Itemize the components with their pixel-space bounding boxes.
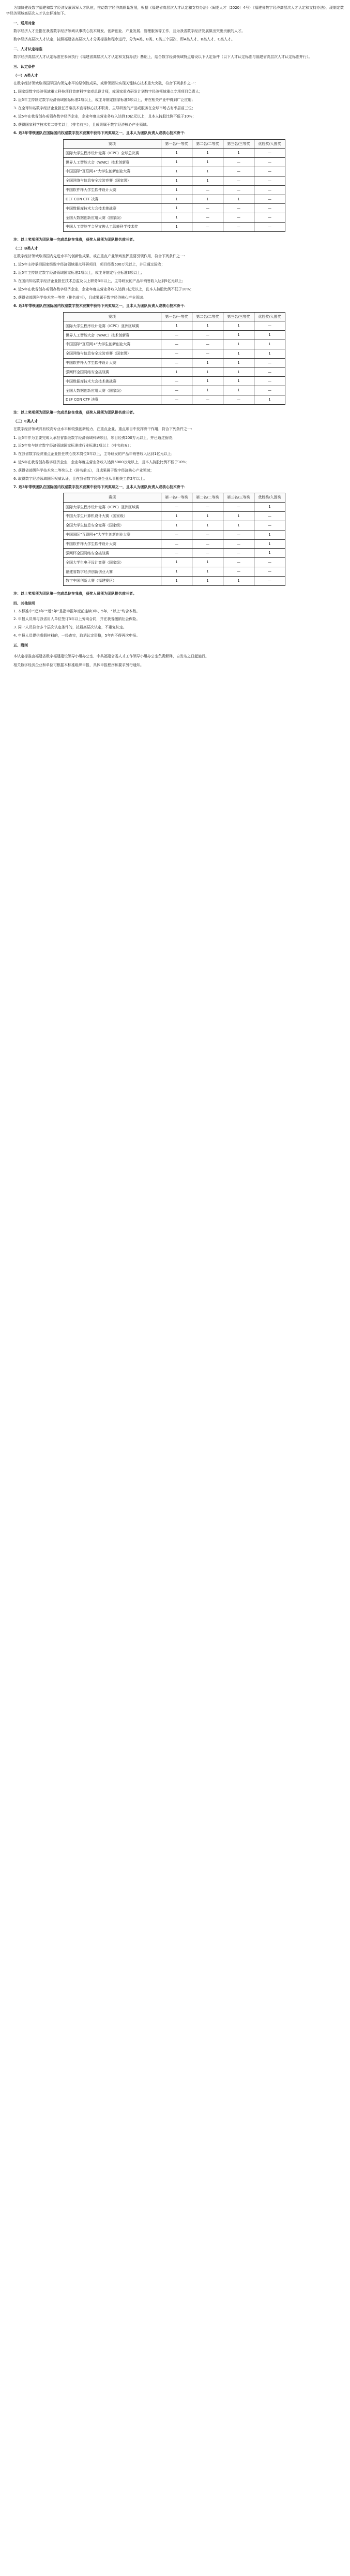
cell: 1 bbox=[223, 358, 254, 367]
cell: — bbox=[161, 549, 192, 558]
condition-item: 4. 近5年在我省创办或领办数字经济企业，企业年度主营业务收入达到10亿元以上，且本人持股比例不低于10%； bbox=[13, 114, 196, 119]
cell: 1 bbox=[161, 577, 192, 586]
table-row bbox=[64, 539, 285, 549]
cell: 1 bbox=[192, 358, 223, 367]
cell: — bbox=[161, 530, 192, 539]
table-row bbox=[64, 331, 285, 340]
cell-name: 强网杯全国网络安全挑战赛 bbox=[64, 549, 161, 558]
cell: — bbox=[192, 549, 223, 558]
table-row bbox=[64, 158, 285, 167]
cell: 1 bbox=[223, 340, 254, 349]
paragraph: 本认定标准由福建省数字福建建设领导小组办公室、中共福建省委人才工作领导小组办公室负责解释，自发布之日起施行。 bbox=[13, 654, 209, 658]
cell: 1 bbox=[192, 521, 223, 530]
cell: — bbox=[192, 185, 223, 195]
header-cell: 第一名/一等奖 bbox=[161, 139, 192, 149]
cell-name: 国际大学生程序设计竞赛（ICPC）亚洲区域赛 bbox=[64, 321, 161, 331]
cell-name: 强网杯全国网络安全挑战赛 bbox=[64, 367, 161, 377]
cell: — bbox=[161, 358, 192, 367]
condition-item: 4. 近5年在我省创办或领办数字经济企业，企业年度主营业务收入达到3亿元以上，且本人持股比例不低于10%； bbox=[13, 287, 194, 291]
condition-item: 2. 近5年主持制定数字经济领域国际标准2项以上，或主导制定国家标准5项以上，并在相关产业中得到广泛应用； bbox=[13, 98, 195, 102]
table-row bbox=[64, 521, 285, 530]
condition-item: 4. 近5年在我省创办数字经济企业，企业年度主营业务收入达到5000万元以上，且本人持股比例不低于10%； bbox=[13, 460, 190, 465]
table-row bbox=[64, 213, 285, 223]
cell: 1 bbox=[192, 367, 223, 377]
award-intro: 6. 近3年带领团队在国际国内权威数字技术竞赛中获得下列奖项之一，且本人为团队负责人或核心技术骨干： bbox=[13, 130, 188, 135]
header-cell: 第三名/三等奖 bbox=[223, 139, 254, 149]
cell: — bbox=[254, 158, 285, 167]
cell: 1 bbox=[161, 149, 192, 158]
table-header-row bbox=[64, 493, 285, 503]
cell: — bbox=[223, 549, 254, 558]
cell-name: 世界人工智能大会（WAIC）技术创新赛 bbox=[64, 331, 161, 340]
cell-name: 全国大数据创新应用大赛（国家级） bbox=[64, 386, 161, 395]
cell: — bbox=[192, 539, 223, 549]
cell: 1 bbox=[161, 158, 192, 167]
cell: 1 bbox=[254, 503, 285, 512]
cell: 1 bbox=[254, 340, 285, 349]
cell: 1 bbox=[192, 377, 223, 386]
section-title: 三、认定条件 bbox=[13, 64, 35, 69]
cell: 1 bbox=[192, 558, 223, 567]
cell-name: 中国软件杯大学生软件设计大赛 bbox=[64, 358, 161, 367]
cell: 1 bbox=[161, 204, 192, 213]
cell: 1 bbox=[161, 176, 192, 185]
cell: 1 bbox=[223, 512, 254, 521]
cell: 1 bbox=[161, 512, 192, 521]
cell: 1 bbox=[254, 539, 285, 549]
cell: 1 bbox=[161, 213, 192, 223]
cell: — bbox=[254, 185, 285, 195]
cell: — bbox=[223, 176, 254, 185]
cell-name: 中国数据库技术大会技术挑战赛 bbox=[64, 204, 161, 213]
paragraph: 在数字经济领域取得国内先进水平的创新性成果，或在重点产业领域发挥重要引领作用，符合下列条件之一： bbox=[13, 254, 187, 258]
header-cell: 第二名/二等奖 bbox=[192, 493, 223, 503]
paragraph: 4. 申报人员提供虚假材料的，一经查实，取消认定资格，5年内不得再次申报。 bbox=[13, 634, 140, 638]
table-row bbox=[64, 176, 285, 185]
cell: 1 bbox=[192, 567, 223, 577]
award-table-b bbox=[63, 312, 285, 405]
cell: — bbox=[254, 386, 285, 395]
cell: — bbox=[223, 530, 254, 539]
cell: — bbox=[161, 331, 192, 340]
cell: — bbox=[223, 539, 254, 549]
cell: — bbox=[223, 558, 254, 567]
table-row bbox=[64, 167, 285, 176]
cell: 1 bbox=[223, 195, 254, 204]
cell: 1 bbox=[161, 321, 192, 331]
cell: — bbox=[254, 512, 285, 521]
paragraph: 1. 本标准中“近3年”“近5年”是指申报年度前连续3年、5年，“以上”均含本数。 bbox=[13, 609, 140, 613]
condition-item: 2. 近5年主持制定数字经济领域国家标准2项以上，或主导制定行业标准3项以上； bbox=[13, 271, 145, 275]
cell-name: 全国大数据创新应用大赛（国家级） bbox=[64, 213, 161, 223]
cell: — bbox=[254, 358, 285, 367]
table-row bbox=[64, 195, 285, 204]
cell: — bbox=[161, 349, 192, 358]
award-intro: 7. 近3年带领团队在国际国内权威数字技术竞赛中获得下列奖项之一，且本人为团队负责人或核心技术骨干： bbox=[13, 484, 188, 489]
cell: 1 bbox=[223, 349, 254, 358]
cell: — bbox=[254, 377, 285, 386]
table-row bbox=[64, 577, 285, 586]
condition-item: 5. 获得国家科学技术奖二等奖以上（排名前三），且成果属于数字经济核心产业领域。 bbox=[13, 122, 150, 127]
cell: 1 bbox=[223, 386, 254, 395]
cell: — bbox=[192, 204, 223, 213]
table-row bbox=[64, 349, 285, 358]
cell: 1 bbox=[192, 176, 223, 185]
table-row bbox=[64, 149, 285, 158]
header-cell: 第二名/二等奖 bbox=[192, 139, 223, 149]
condition-item: 1. 国家级数字经济领域重大科技项目首席科学家或总设计师，或国家重点研发计划数字经济领域重点专项项目负责人； bbox=[13, 90, 203, 94]
cell-name: DEF CON CTF 决赛 bbox=[64, 195, 161, 204]
table-note: 注：以上奖项须为团队第一完成单位在我省，获奖人员须为团队排名前三者。 bbox=[13, 410, 136, 415]
subsection-title: （三）C类人才 bbox=[13, 419, 38, 423]
section-title: 二、人才认定标准 bbox=[13, 47, 42, 52]
cell: — bbox=[223, 204, 254, 213]
cell-name: 中国人工智能学会吴文俊人工智能科学技术奖 bbox=[64, 223, 161, 232]
paragraph: 数字经济高层次人才认定标准在参照执行《福建省高层次人才认定和支持办法》基础上，结合数字经济领域特点增设以下认定条件（以下人才认定标准与福建省高层次人才认定标准并行）。 bbox=[13, 55, 312, 60]
table-header-row bbox=[64, 139, 285, 149]
paragraph: 2. 申报人员须与我省用人单位签订3年以上劳动合同，并在我省缴纳社会保险。 bbox=[13, 617, 140, 622]
paragraph: 数字经济高层次人才认定，按照福建省高层次人才分类标准和程序进行，分为A类、B类、C类三个层次，即A类人才、B类人才、C类人才。 bbox=[13, 37, 235, 42]
cell: — bbox=[223, 167, 254, 176]
cell: 1 bbox=[254, 395, 285, 405]
cell: — bbox=[254, 367, 285, 377]
condition-item: 2. 近5年参与制定数字经济领域国家标准或行业标准2项以上（排名前五）； bbox=[13, 444, 133, 448]
header-cell: 第二名/二等奖 bbox=[192, 312, 223, 321]
condition-item: 5. 获得省部级科学技术奖二等奖以上（排名前五），且成果属于数字经济核心产业领域； bbox=[13, 468, 154, 473]
condition-item: 3. 在我省数字经济重点企业担任核心技术岗位3年以上，主导研发的产品年销售收入达到1亿元以上； bbox=[13, 452, 175, 457]
cell: 1 bbox=[192, 512, 223, 521]
award-table-c bbox=[63, 493, 285, 585]
header-cell: 第一名/一等奖 bbox=[161, 312, 192, 321]
table-row bbox=[64, 386, 285, 395]
cell: — bbox=[223, 567, 254, 577]
cell: — bbox=[223, 503, 254, 512]
cell: 1 bbox=[192, 149, 223, 158]
cell: — bbox=[192, 530, 223, 539]
table-row bbox=[64, 185, 285, 195]
cell: — bbox=[223, 185, 254, 195]
cell-name: 福建省数字经济创新创业大赛 bbox=[64, 567, 161, 577]
cell-name: 中国国际“互联网+”大学生创新创业大赛 bbox=[64, 530, 161, 539]
cell: — bbox=[223, 395, 254, 405]
table-row bbox=[64, 367, 285, 377]
subsection-title: （一）A类人才 bbox=[13, 73, 38, 78]
condition-item: 3. 在全球知名数字经济企业担任首席技术官等核心技术职务，主导研发的产品或服务在全球市场占有率居前三位； bbox=[13, 106, 195, 111]
cell: 1 bbox=[254, 549, 285, 558]
cell: — bbox=[161, 386, 192, 395]
cell: — bbox=[161, 377, 192, 386]
condition-item: 6. 取得数字经济领域国际权威认证，且在我省数字经济企业从事相关工作2年以上。 bbox=[13, 476, 147, 481]
header-cell: 优胜奖/入围奖 bbox=[254, 139, 285, 149]
paragraph: 在数字经济领域取得国际国内领先水平的原创性成果，或带领团队实现关键核心技术重大突破，符合下列条件之一： bbox=[13, 81, 198, 85]
cell-name: 中国国际“互联网+”大学生创新创业大赛 bbox=[64, 340, 161, 349]
cell: 1 bbox=[254, 530, 285, 539]
table-row bbox=[64, 395, 285, 405]
table-row bbox=[64, 204, 285, 213]
condition-item: 3. 在国内知名数字经济企业担任技术总监及以上职务3年以上，主导研发的产品年销售收入达到5亿元以上； bbox=[13, 279, 186, 284]
cell: — bbox=[192, 349, 223, 358]
header-cell: 第一名/一等奖 bbox=[161, 493, 192, 503]
table-row bbox=[64, 321, 285, 331]
cell: 1 bbox=[192, 577, 223, 586]
table-row bbox=[64, 567, 285, 577]
table-note: 注：以上奖项须为团队第一完成单位在我省，获奖人员须为团队排名前三者。 bbox=[13, 591, 136, 596]
cell: — bbox=[161, 539, 192, 549]
table-row bbox=[64, 223, 285, 232]
table-row bbox=[64, 549, 285, 558]
cell-name: 中国数据库技术大会技术挑战赛 bbox=[64, 377, 161, 386]
cell: 1 bbox=[223, 367, 254, 377]
cell: 1 bbox=[254, 331, 285, 340]
table-row bbox=[64, 530, 285, 539]
cell: — bbox=[192, 223, 223, 232]
cell-name: 中国大学生计算机设计大赛（国家级） bbox=[64, 512, 161, 521]
cell-name: 世界人工智能大会（WAIC）技术创新赛 bbox=[64, 158, 161, 167]
header-cell: 优胜奖/入围奖 bbox=[254, 493, 285, 503]
cell: 1 bbox=[223, 377, 254, 386]
cell: 1 bbox=[161, 367, 192, 377]
table-header-row bbox=[64, 312, 285, 321]
table-row bbox=[64, 358, 285, 367]
cell: — bbox=[254, 195, 285, 204]
cell: — bbox=[254, 567, 285, 577]
header-cell: 赛项 bbox=[64, 139, 161, 149]
paragraph: 相关数字经济企业和单位可根据本标准组织申报，具体申报程序和要求另行通知。 bbox=[13, 663, 144, 667]
cell-name: 中国软件杯大学生软件设计大赛 bbox=[64, 539, 161, 549]
cell: — bbox=[254, 577, 285, 586]
table-row bbox=[64, 558, 285, 567]
award-table-a bbox=[63, 139, 285, 232]
table-row bbox=[64, 340, 285, 349]
cell: — bbox=[192, 395, 223, 405]
cell-name: 全国网络与信息安全攻防竞赛（国家级） bbox=[64, 176, 161, 185]
intro-paragraph: 为加快建设数字福建和数字经济发展领军人才队伍，推动数字经济高质量发展，根据《福建省高层次人才认定和支持办法》（闽委人才〔2020〕4号）《福建省数字经济高层次人才认定和支持办法》，现制定数字经济领域高层次人才认定标准如下。 bbox=[6, 6, 344, 16]
section-title: 一、适用对象 bbox=[13, 21, 35, 25]
cell-name: 国际大学生程序设计竞赛（ICPC）全球总决赛 bbox=[64, 149, 161, 158]
cell: — bbox=[254, 149, 285, 158]
cell: 1 bbox=[161, 195, 192, 204]
condition-item: 1. 近5年作为主要完成人承担省部级数字经济领域科研项目，项目经费200万元以上，并已通过验收； bbox=[13, 435, 176, 440]
cell: 1 bbox=[161, 567, 192, 577]
cell-name: 全国网络与信息安全攻防竞赛（国家级） bbox=[64, 349, 161, 358]
subsection-title: （二）B类人才 bbox=[13, 246, 38, 251]
cell: 1 bbox=[161, 185, 192, 195]
cell: — bbox=[254, 223, 285, 232]
cell: — bbox=[161, 340, 192, 349]
table-row bbox=[64, 377, 285, 386]
cell: — bbox=[254, 521, 285, 530]
cell: 1 bbox=[192, 321, 223, 331]
cell: — bbox=[192, 213, 223, 223]
award-intro: 6. 近3年带领团队在国际国内权威数字技术竞赛中获得下列奖项之一，且本人为团队负责人或核心技术骨干： bbox=[13, 303, 188, 308]
paragraph: 数字经济人才是指在我省数字经济领域从事核心技术研发、创新创业、产业发展、管理服务等工作，且为我省数字经济发展做出突出贡献的人才。 bbox=[13, 28, 245, 33]
paragraph: 在数字经济领域具有较高专业水平和较强创新能力，在重点企业、重点项目中发挥骨干作用，符合下列条件之一： bbox=[13, 426, 194, 431]
cell: 1 bbox=[223, 521, 254, 530]
cell-name: DEF CON CTF 决赛 bbox=[64, 395, 161, 405]
table-row bbox=[64, 503, 285, 512]
section-title: 四、其他说明 bbox=[13, 601, 35, 606]
cell: 1 bbox=[223, 331, 254, 340]
cell-name: 全国大学生电子设计竞赛（国家级） bbox=[64, 558, 161, 567]
header-cell: 优胜奖/入围奖 bbox=[254, 312, 285, 321]
cell: — bbox=[223, 158, 254, 167]
header-cell: 赛项 bbox=[64, 493, 161, 503]
cell-name: 国际大学生程序设计竞赛（ICPC）亚洲区域赛 bbox=[64, 503, 161, 512]
cell: 1 bbox=[223, 321, 254, 331]
cell: — bbox=[161, 503, 192, 512]
header-cell: 第三名/三等奖 bbox=[223, 312, 254, 321]
header-cell: 第三名/三等奖 bbox=[223, 493, 254, 503]
cell: — bbox=[223, 223, 254, 232]
cell: — bbox=[254, 176, 285, 185]
cell: 1 bbox=[192, 167, 223, 176]
cell: 1 bbox=[161, 558, 192, 567]
cell: — bbox=[192, 331, 223, 340]
cell: 1 bbox=[192, 195, 223, 204]
intro bbox=[6, 5, 344, 17]
cell: 1 bbox=[161, 521, 192, 530]
cell-name: 中国软件杯大学生软件设计大赛 bbox=[64, 185, 161, 195]
cell: 1 bbox=[223, 577, 254, 586]
cell: 1 bbox=[161, 223, 192, 232]
cell: — bbox=[254, 321, 285, 331]
condition-item: 1. 近5年主持承担国家级数字经济领域重点科研项目，项目经费500万元以上，并已通过验收； bbox=[13, 262, 165, 267]
cell: — bbox=[192, 503, 223, 512]
cell: — bbox=[254, 213, 285, 223]
paragraph: 3. 同一人员符合多个层次认定条件的，按最高层次认定，不重复认定。 bbox=[13, 625, 127, 630]
cell: — bbox=[223, 213, 254, 223]
condition-item: 5. 获得省部级科学技术奖一等奖（排名前三），且成果属于数字经济核心产业领域。 bbox=[13, 295, 147, 300]
document bbox=[0, 0, 350, 691]
cell: — bbox=[254, 204, 285, 213]
cell: — bbox=[254, 167, 285, 176]
cell-name: 全国大学生信息安全竞赛（国家级） bbox=[64, 521, 161, 530]
cell: 1 bbox=[254, 349, 285, 358]
cell: — bbox=[161, 395, 192, 405]
cell: 1 bbox=[192, 158, 223, 167]
table-note: 注：以上奖项须为团队第一完成单位在我省，获奖人员须为团队排名前三者。 bbox=[13, 237, 136, 242]
table-row bbox=[64, 512, 285, 521]
cell: 1 bbox=[161, 167, 192, 176]
cell: 1 bbox=[192, 386, 223, 395]
cell: — bbox=[192, 340, 223, 349]
cell-name: 中国国际“互联网+”大学生创新创业大赛 bbox=[64, 167, 161, 176]
header-cell: 赛项 bbox=[64, 312, 161, 321]
cell: — bbox=[254, 558, 285, 567]
cell-name: 数字中国创新大赛（福建赛区） bbox=[64, 577, 161, 586]
cell: 1 bbox=[223, 149, 254, 158]
section-title: 五、附则 bbox=[13, 643, 28, 647]
